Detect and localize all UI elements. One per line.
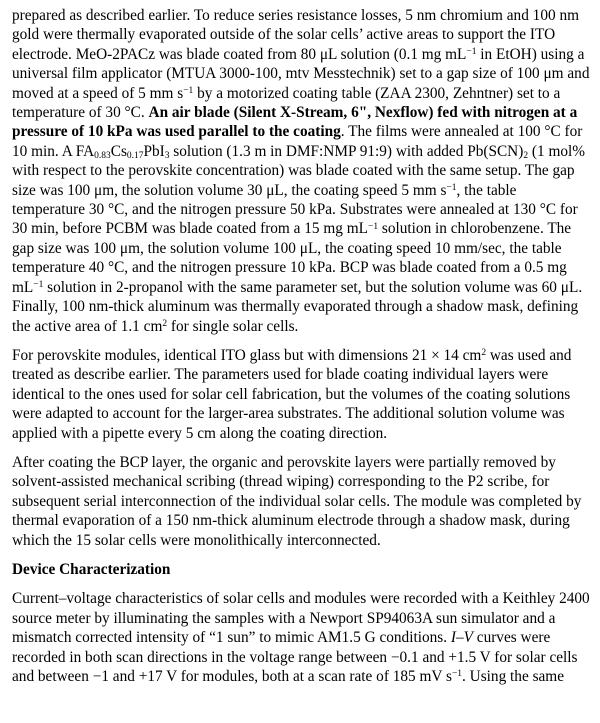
text-run-normal: (1 mol% with respect to the perovskite concentration) was blade coated with the same setup. The gap size was 100 μm, the solution volume 30 μL, the coating speed 5 mm s	[12, 142, 585, 199]
text-run-normal: solution (1.3 m in DMF:NMP 91:9) with added Pb(SCN)	[169, 142, 524, 160]
text-run-normal: was used and treated as describe earlier. The parameters used for blade coating individual layers were identical to the ones used for solar cell fabrication, but the volumes of the coating solutions were adapted to account for the larger-area substrates. The additional solution volume was applied with a pipette every 5 cm along the coating direction.	[12, 346, 572, 442]
text-run-normal: by a motorized coating table (ZAA 2300, Zehntner) set to a temperature of 30 °C.	[12, 84, 561, 122]
text-run-normal: for single solar cells.	[167, 317, 299, 335]
text-run-sup: −1	[368, 221, 379, 232]
text-run-sup: 2	[481, 348, 487, 359]
text-run-normal: Cs	[110, 142, 127, 160]
text-run-normal: . The films were annealed at 100 °C for 10 min. A FA	[12, 123, 583, 160]
text-run-sup: −1	[466, 47, 477, 58]
text-run-normal: solution in 2-propanol with the same parameter set, but the solution volume was 60 μL. Finally, 100 nm-thick aluminum was thermally evaporated through a shadow mask, defining the active area of 1.1 cm	[12, 278, 583, 335]
text-run-normal: For perovskite modules, identical ITO glass but with dimensions 21 × 14 cm	[12, 346, 482, 364]
text-run-bold: An air blade (Silent X-Stream, 6", Nexflow) fed with nitrogen at a pressure of 10 kPa was used parallel to the coating	[12, 104, 578, 141]
text-run-normal: solution in chlorobenzene. The gap size was 100 μm, the solution volume 100 μL, the coating speed 10 mm/sec, the table temperature 40 °C, and the nitrogen pressure 10 kPa. BCP was blade coated from a 0.5 mg mL	[12, 220, 572, 296]
text-run-normal: curves were recorded in both scan directions in the voltage range between −0.1 and +1.5 V for solar cells and between −1 and +17 V for modules, both at a scan rate of 185 mV s	[12, 629, 578, 685]
para-jv-measurement	[12, 589, 591, 686]
text-run-sup: −1	[446, 183, 457, 194]
heading-device-characterization	[12, 560, 591, 579]
text-run-sup: −1	[33, 280, 44, 291]
document-content	[12, 6, 591, 686]
para-scribing-interconnection	[12, 453, 591, 550]
para-solar-cell-fabrication	[12, 6, 591, 336]
text-run-sub: 2	[523, 150, 529, 161]
para-perovskite-modules	[12, 346, 591, 443]
text-run-bold: Device Characterization	[12, 560, 171, 578]
text-run-sub: 0.17	[126, 150, 144, 161]
text-run-normal: . Using the same	[462, 668, 564, 685]
text-run-sub: 3	[164, 150, 170, 161]
text-run-normal: in EtOH) using a universal film applicator (MTUA 3000-100, mtv Messtechnik) set to a gap size of 100 μm and moved at a speed of 5 mm s	[12, 45, 590, 102]
text-run-sub: 0.83	[94, 150, 111, 161]
text-run-normal: PbI	[143, 142, 165, 160]
text-run-normal: prepared as described earlier. To reduce series resistance losses, 5 nm chromium and 100 nm gold were thermally evaporated outside of the solar cells’ active areas to support the ITO electrode. MeO-2PACz was blade coated from 80 μL solution (0.1 mg mL	[12, 7, 579, 63]
text-run-normal: Current–voltage characteristics of solar cells and modules were recorded with a Keithley 2400 source meter by illuminating the samples with a Newport SP94063A sun simulator and a mismatch corrected intensity of “1 sun” to mimic AM1.5 G conditions.	[12, 590, 590, 647]
text-run-sup: −1	[183, 86, 194, 97]
text-run-normal: After coating the BCP layer, the organic and perovskite layers were partially removed by solvent-assisted mechanical scribing (thread wiping) corresponding to the P2 scribe, for subsequent serial interconnection of the individual solar cells. The module was completed by thermal evaporation of a 150 nm-thick aluminum electrode through a shadow mask, during which the 15 solar cells were monolithically interconnected.	[12, 453, 582, 549]
text-run-sup: 2	[162, 318, 168, 329]
text-run-normal: , the table temperature 30 °C, and the nitrogen pressure 50 kPa. Substrates were annealed at 130 °C for 30 min, before PCBM was blade coated from a 15 mg mL	[12, 181, 578, 238]
text-run-sup: −1	[451, 669, 463, 680]
text-run-italic: I–V	[450, 629, 473, 647]
